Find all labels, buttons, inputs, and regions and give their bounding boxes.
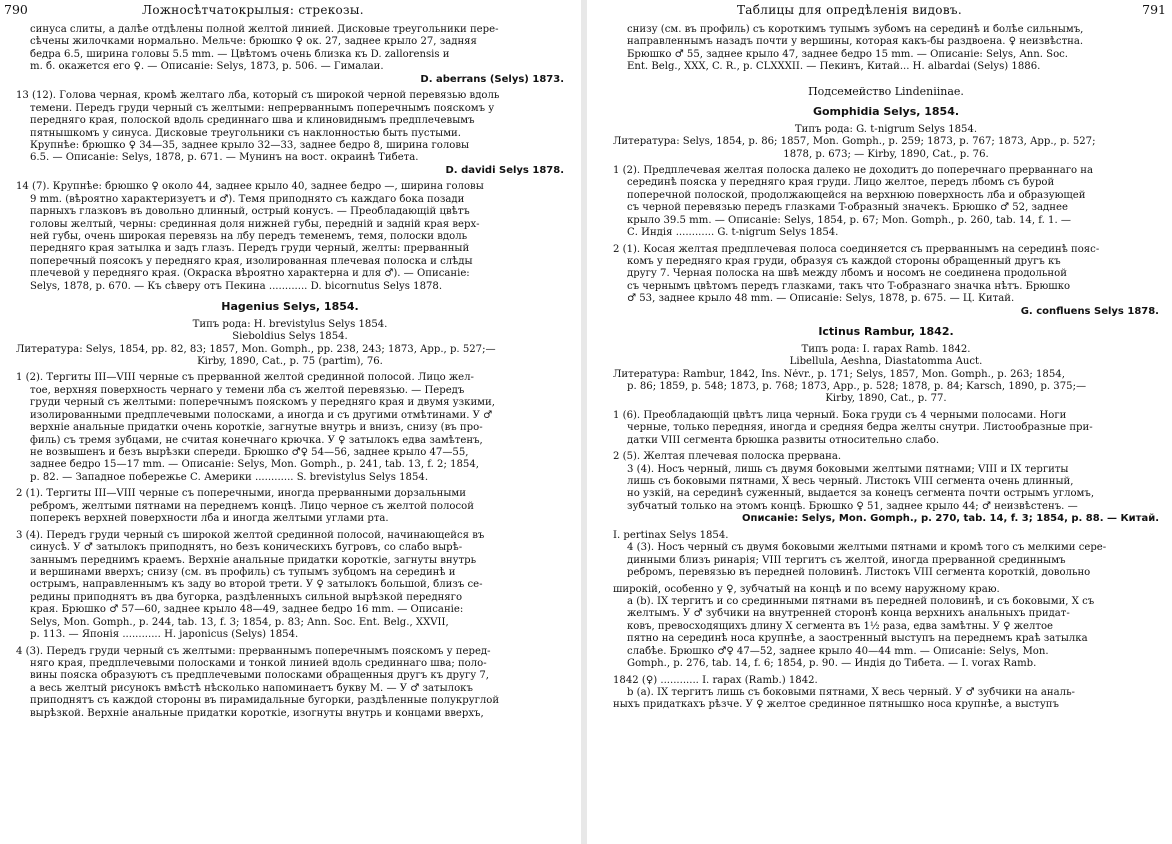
text-line: Selys, 1878, p. 670. — Къ сѣверу отъ Пекина ............ D. bicornutus Selys 1878.: [30, 280, 443, 292]
text-line: G. confluens Selys 1878.: [1020, 305, 1159, 317]
text-line: 6.5. — Описаніе: Selys, 1878, p. 671. — Мунинъ на вост. окраинѣ Тибета.: [30, 152, 419, 164]
text-line: вырѣзкой. Верхніе анальные придатки короткіе, изогнуты внутрь и концами вверхъ,: [30, 707, 484, 719]
text-line: 14 (7). Крупнѣе: брюшко ♀ около 44, заднее крыло 40, заднее бедро —, ширина головы: [16, 181, 484, 193]
right-page-text: [613, 24, 1159, 712]
text-line: Подсемейство Lindeniinae.: [808, 85, 964, 98]
text-line: головы желтый, черны: срединная доля нижней губы, передній и задній края верх-: [30, 218, 480, 230]
text-line: приподнятъ съ каждой стороны въ пирамидальные бугорки, раздѣленные полукруглой: [30, 695, 500, 707]
text-line: не возвышенъ и безъ вырѣзки спереди. Брюшко ♂♀ 54—56, заднее крыло 47—55,: [30, 447, 469, 459]
text-line: зубчатый только на этомъ концѣ. Брюшко ♀ 51, заднее крыло 44; ♂ неизвѣстенъ. —: [627, 500, 1078, 512]
text-line: направленнымъ назадъ почти у вершины, которая какъ-бы раздвоена. ♀ неизвѣстна.: [627, 36, 1084, 48]
text-line: m. б. окажется его ♀. — Описаніе: Selys, 1873, p. 506. — Гималаи.: [30, 61, 384, 73]
text-line: передняго края, полоской вдоль срединнаго шва и клиновиднымъ предплечевымъ: [30, 115, 475, 127]
text-line: тое, верхняя поверхность чернаго у темени лба съ желтой перевязью. — Передъ: [30, 384, 465, 396]
text-line: I. pertinax Selys 1854.: [613, 529, 729, 541]
text-line: p. 113. — Японія ............ H. japonicus (Selys) 1854.: [30, 629, 299, 641]
text-line: бедра 6.5, ширина головы 5.5 mm. — Цвѣтомъ очень близка къ D. zallorensis и: [30, 48, 450, 60]
left-page-header: [0, 2, 581, 20]
running-header: Таблицы для опредѣленія видовъ.: [737, 3, 962, 17]
text-line: черные, только передняя, иногда и средняя бедра желты снутри. Листообразные при-: [627, 422, 1093, 434]
text-line: крыло 39.5 mm. — Описаніе: Selys, 1854, p. 67; Mon. Gomph., p. 260, tab. 14, f. 1. —: [627, 214, 1071, 226]
text-line: a (b). IX тергитъ и со срединными пятнами въ передней половинѣ, и съ боковыми, X съ: [627, 595, 1095, 607]
text-line: Описаніе: Selys, Mon. Gomph., p. 270, tab. 14, f. 3; 1854, p. 88. — Китай.: [742, 513, 1159, 525]
text-line: Libellula, Aeshna, Diastatomma Auct.: [789, 356, 983, 368]
right-page-header: [587, 2, 1172, 20]
text-line: 1878, p. 673; — Kirby, 1890, Cat., p. 76.: [783, 148, 989, 160]
text-line: филь) съ тремя зубцами, не считая конечнаго крючка. У ♀ затылокъ едва замѣтенъ,: [30, 434, 483, 446]
text-line: передняго края затылка и задъ глазъ. Передъ груди черный, желты: прерванный: [30, 243, 470, 255]
text-line: 2 (1). Косая желтая предплечевая полоса соединяется съ прерваннымъ на серединѣ пояс-: [613, 243, 1100, 255]
text-line: Gomph., p. 276, tab. 14, f. 6; 1854, p. 90. — Индія до Тибета. — I. vorax Ramb.: [627, 658, 1037, 670]
text-line: Kirby, 1890, Cat., p. 77.: [825, 393, 947, 405]
text-line: сѣчены жилочками нормально. Мельче: брюшко ♀ ок. 27, заднее крыло 27, задняя: [30, 36, 477, 48]
text-line: пятно на серединѣ носа крупнѣе, а заостренный выступъ на переднемъ краѣ затылка: [627, 633, 1088, 645]
text-line: изолированными предплечевыми полосками, а иногда и съ другими отмѣтинами. У ♂: [30, 409, 493, 421]
text-line: 1 (2). Предплечевая желтая полоска далеко не доходитъ до поперечнаго прерваннаго на: [613, 164, 1094, 176]
text-line: Ent. Belg., XXX, C. R., p. CLXXXII. — Пекинъ, Китай... H. albardai (Selys) 1886.: [627, 61, 1041, 73]
text-line: плечевой у передняго края. (Окраска вѣроятно характерна и для ♂). — Описаніе:: [30, 268, 470, 280]
text-line: темени. Передъ груди черный съ желтыми: непрерваннымъ поперечнымъ пояскомъ у: [30, 102, 495, 114]
text-line: 2 (5). Желтая плечевая полоска прервана.: [613, 451, 842, 463]
text-line: p. 86; 1859, p. 548; 1873, p. 768; 1873, App., p. 528; 1878, p. 84; Karsch, 1890, p. 375;—: [627, 380, 1087, 392]
text-line: редины приподнятъ въ два бугорка, раздѣленныхъ сильной вырѣзкой передняго: [30, 591, 463, 603]
text-line: верхніе анальные придатки очень короткіе, загнутые внутрь и внизъ, снизу (въ про-: [30, 422, 483, 434]
text-line: 4 (3). Носъ черный съ двумя боковыми желтыми пятнами и кромѣ того съ мелкими сере-: [627, 542, 1107, 554]
text-line: датки VIII сегмента брюшка развиты относительно слабо.: [627, 434, 940, 446]
text-line: Крупнѣе: брюшко ♀ 34—35, заднее крыло 32—33, заднее бедро 8, ширина головы: [30, 139, 470, 151]
text-line: широкій, особенно у ♀, зубчатый на концѣ и по всему наружному краю.: [613, 583, 1000, 595]
text-line: груди черный съ желтыми: поперечнымъ пояскомъ у передняго края и двумя узкими,: [30, 397, 495, 409]
text-line: а весь желтый рисунокъ вмѣстѣ нѣсколько напоминаетъ букву М. — У ♂ затылокъ: [30, 682, 473, 694]
text-line: пятнышкомъ у синуса. Дисковые треугольники съ наклонностью быть пустыми.: [30, 127, 461, 139]
text-line: 3 (4). Носъ черный, лишь съ двумя боковыми желтыми пятнами; VIII и IX тергиты: [627, 463, 1069, 475]
text-line: края. Брюшко ♂ 57—60, заднее крыло 48—49, заднее бедро 16 mm. — Описаніе:: [30, 604, 464, 616]
text-line: 1842 (♀) ............ I. rapax (Ramb.) 1842.: [613, 674, 818, 686]
text-line: D. davidi Selys 1878.: [445, 164, 564, 176]
text-line: D. aberrans (Selys) 1873.: [420, 73, 564, 85]
text-line: но узкій, на серединѣ суженный, выдается за конецъ сегмента почти острымъ угломъ,: [627, 488, 1095, 500]
page-number: 791: [1142, 2, 1166, 17]
text-line: ныхъ придаткахъ рѣзче. У ♀ желтое срединное пятнышко носа крупнѣе, а выступъ: [613, 699, 1059, 711]
text-line: p. 82. — Западное побережье С. Америки ............ S. brevistylus Selys 1854.: [30, 471, 429, 483]
text-line: С. Индія ............ G. t-nigrum Selys 1854.: [627, 227, 839, 239]
text-line: и вершинами вверхъ; снизу (см. въ профиль) съ тупымъ зубцомъ на серединѣ и: [30, 566, 456, 578]
text-line: заннымъ переднимъ краемъ. Верхніе анальные придатки короткіе, загнуты внутрь: [30, 554, 477, 566]
text-line: 1 (6). Преобладающій цвѣтъ лица черный. Бока груди съ 4 черными полосами. Ноги: [613, 409, 1067, 421]
text-line: синусѣ. У ♂ затылокъ приподнятъ, но безъ коническихъ бугровъ, со слабо вырѣ-: [30, 542, 463, 554]
text-line: острымъ, направленнымъ къ заду во второй трети. У ♀ затылокъ большой, близъ се-: [30, 579, 483, 591]
text-line: комъ у передняго края груди, образуя съ каждой стороны обращенный другъ къ: [627, 256, 1061, 268]
text-line: ♂ 53, заднее крыло 48 mm. — Описаніе: Selys, 1878, p. 675. — Ц. Китай.: [627, 293, 1015, 305]
text-line: поперечный поясокъ у передняго края, изолированная плечевая полоска и слѣды: [30, 255, 473, 267]
text-line: серединѣ пояска у передняго края груди. Лицо желтое, передъ лбомъ съ бурой: [627, 177, 1055, 189]
text-line: лишь съ боковыми пятнами, X весь черный. Листокъ VIII сегмента очень длинный,: [627, 476, 1074, 488]
text-line: желтымъ. У ♂ зубчики на внутренней сторонѣ конца верхнихъ анальныхъ придат-: [627, 608, 1070, 620]
text-line: ковъ, превосходящихъ длину X сегмента въ 1½ раза, едва замѣтны. У ♀ желтое: [627, 620, 1054, 632]
text-line: ребромъ, перевязью въ передней половинѣ. Листокъ VIII сегмента короткій, довольно: [627, 567, 1091, 579]
text-line: Gomphidia Selys, 1854.: [812, 106, 960, 119]
text-line: 4 (3). Передъ груди черный съ желтыми: прерваннымъ поперечнымъ пояскомъ у перед-: [16, 645, 491, 657]
text-line: динными близъ ринарія; VIII тергитъ съ желтой, иногда прерванной срединнымъ: [627, 554, 1066, 566]
text-line: Типъ рода: H. brevistylus Selys 1854.: [192, 318, 388, 330]
text-line: 9 mm. (вѣроятно характеризуетъ и ♂). Темя приподнято съ каждаго бока позади: [30, 193, 465, 205]
text-line: няго края, предплечевыми полосками и тонкой линией вдоль срединнаго шва; поло-: [30, 658, 487, 670]
text-line: Kirby, 1890, Cat., p. 75 (partim), 76.: [197, 355, 383, 367]
text-line: Selys, Mon. Gomph., p. 244, tab. 13, f. 3; 1854, p. 83; Ann. Soc. Ent. Belg., XXVII,: [30, 616, 449, 628]
page-number: 790: [4, 2, 28, 17]
text-line: 13 (12). Голова черная, кромѣ желтаго лба, который съ широкой черной перевязью вдоль: [16, 90, 500, 102]
text-line: ребромъ, желтыми пятнами на переднемъ концѣ. Лицо черное съ желтой полосой: [30, 500, 474, 512]
text-line: парныхъ глазковъ въ довольно длинный, острый конусъ. — Преобладающій цвѣтъ: [30, 206, 470, 218]
text-line: Литература: Rambur, 1842, Ins. Névr., p. 171; Selys, 1857, Mon. Gomph., p. 263; 1854,: [613, 368, 1065, 380]
text-line: снизу (см. въ профиль) съ короткимъ тупымъ зубомъ на серединѣ и болѣе сильнымъ,: [627, 24, 1084, 35]
text-line: слабѣе. Брюшко ♂♀ 47—52, заднее крыло 40—44 mm. — Описаніе: Selys, Mon.: [627, 645, 1049, 657]
text-line: Ictinus Rambur, 1842.: [818, 326, 954, 339]
text-line: Литература: Selys, 1854, pp. 82, 83; 1857, Mon. Gomph., pp. 238, 243; 1873, App., p. 527;—: [16, 343, 496, 355]
text-line: Брюшко ♂ 55, заднее крыло 47, заднее бедро 15 mm. — Описаніе: Selys, Ann. Soc.: [627, 48, 1069, 60]
text-line: другу 7. Черная полоска на швѣ между лбомъ и носомъ не соединена продольной: [627, 268, 1067, 280]
text-line: съ черной перевязью передъ глазками T-образный значекъ. Брюшко ♂ 52, заднее: [627, 202, 1068, 214]
text-line: Sieboldius Selys 1854.: [232, 331, 348, 343]
text-line: Hagenius Selys, 1854.: [221, 301, 359, 314]
text-line: заднее бедро 15—17 mm. — Описаніе: Selys, Mon. Gomph., p. 241, tab. 13, f. 2; 1854,: [30, 459, 479, 471]
text-line: поперекъ верхней поверхности лба и иногда желтыми углами рта.: [30, 513, 389, 525]
text-line: b (a). IX тергитъ лишь съ боковыми пятнами, X весь черный. У ♂ зубчики на аналь-: [627, 687, 1075, 699]
running-header: Ложносѣтчатокрылыя: стрекозы.: [142, 3, 364, 17]
text-line: поперечной полоской, продолжающейся на верхнюю поверхность лба и образующей: [627, 189, 1086, 201]
left-page: [0, 0, 581, 844]
text-line: Типъ рода: I. rapax Ramb. 1842.: [801, 343, 971, 355]
text-line: съ чернымъ цвѣтомъ передъ глазками, такъ что T-образнаго значка нѣтъ. Брюшко: [627, 280, 1071, 292]
right-page: [587, 0, 1172, 844]
text-line: 3 (4). Передъ груди черный съ широкой желтой срединной полосой, начинающейся въ: [16, 529, 485, 541]
text-line: ней губы, очень широкая перевязь на лбу передъ теменемъ, темя, полоски вдоль: [30, 231, 468, 242]
text-line: синуса слиты, а далѣе отдѣлены полной желтой линией. Дисковые треугольники пере-: [30, 24, 499, 35]
text-line: 1 (2). Тергиты III—VIII черные съ прерванной желтой срединной полосой. Лицо жел-: [16, 372, 474, 384]
left-page-text: [16, 24, 564, 720]
text-line: Литература: Selys, 1854, p. 86; 1857, Mon. Gomph., p. 259; 1873, p. 767; 1873, App., p. 527;: [613, 136, 1096, 148]
text-line: вины пояска образуютъ съ предплечевыми полосками обращенныя другъ къ другу 7,: [30, 670, 490, 682]
text-line: Типъ рода: G. t-nigrum Selys 1854.: [794, 123, 978, 135]
text-line: 2 (1). Тергиты III—VIII черные съ поперечными, иногда прерванными дорзальными: [16, 488, 466, 500]
